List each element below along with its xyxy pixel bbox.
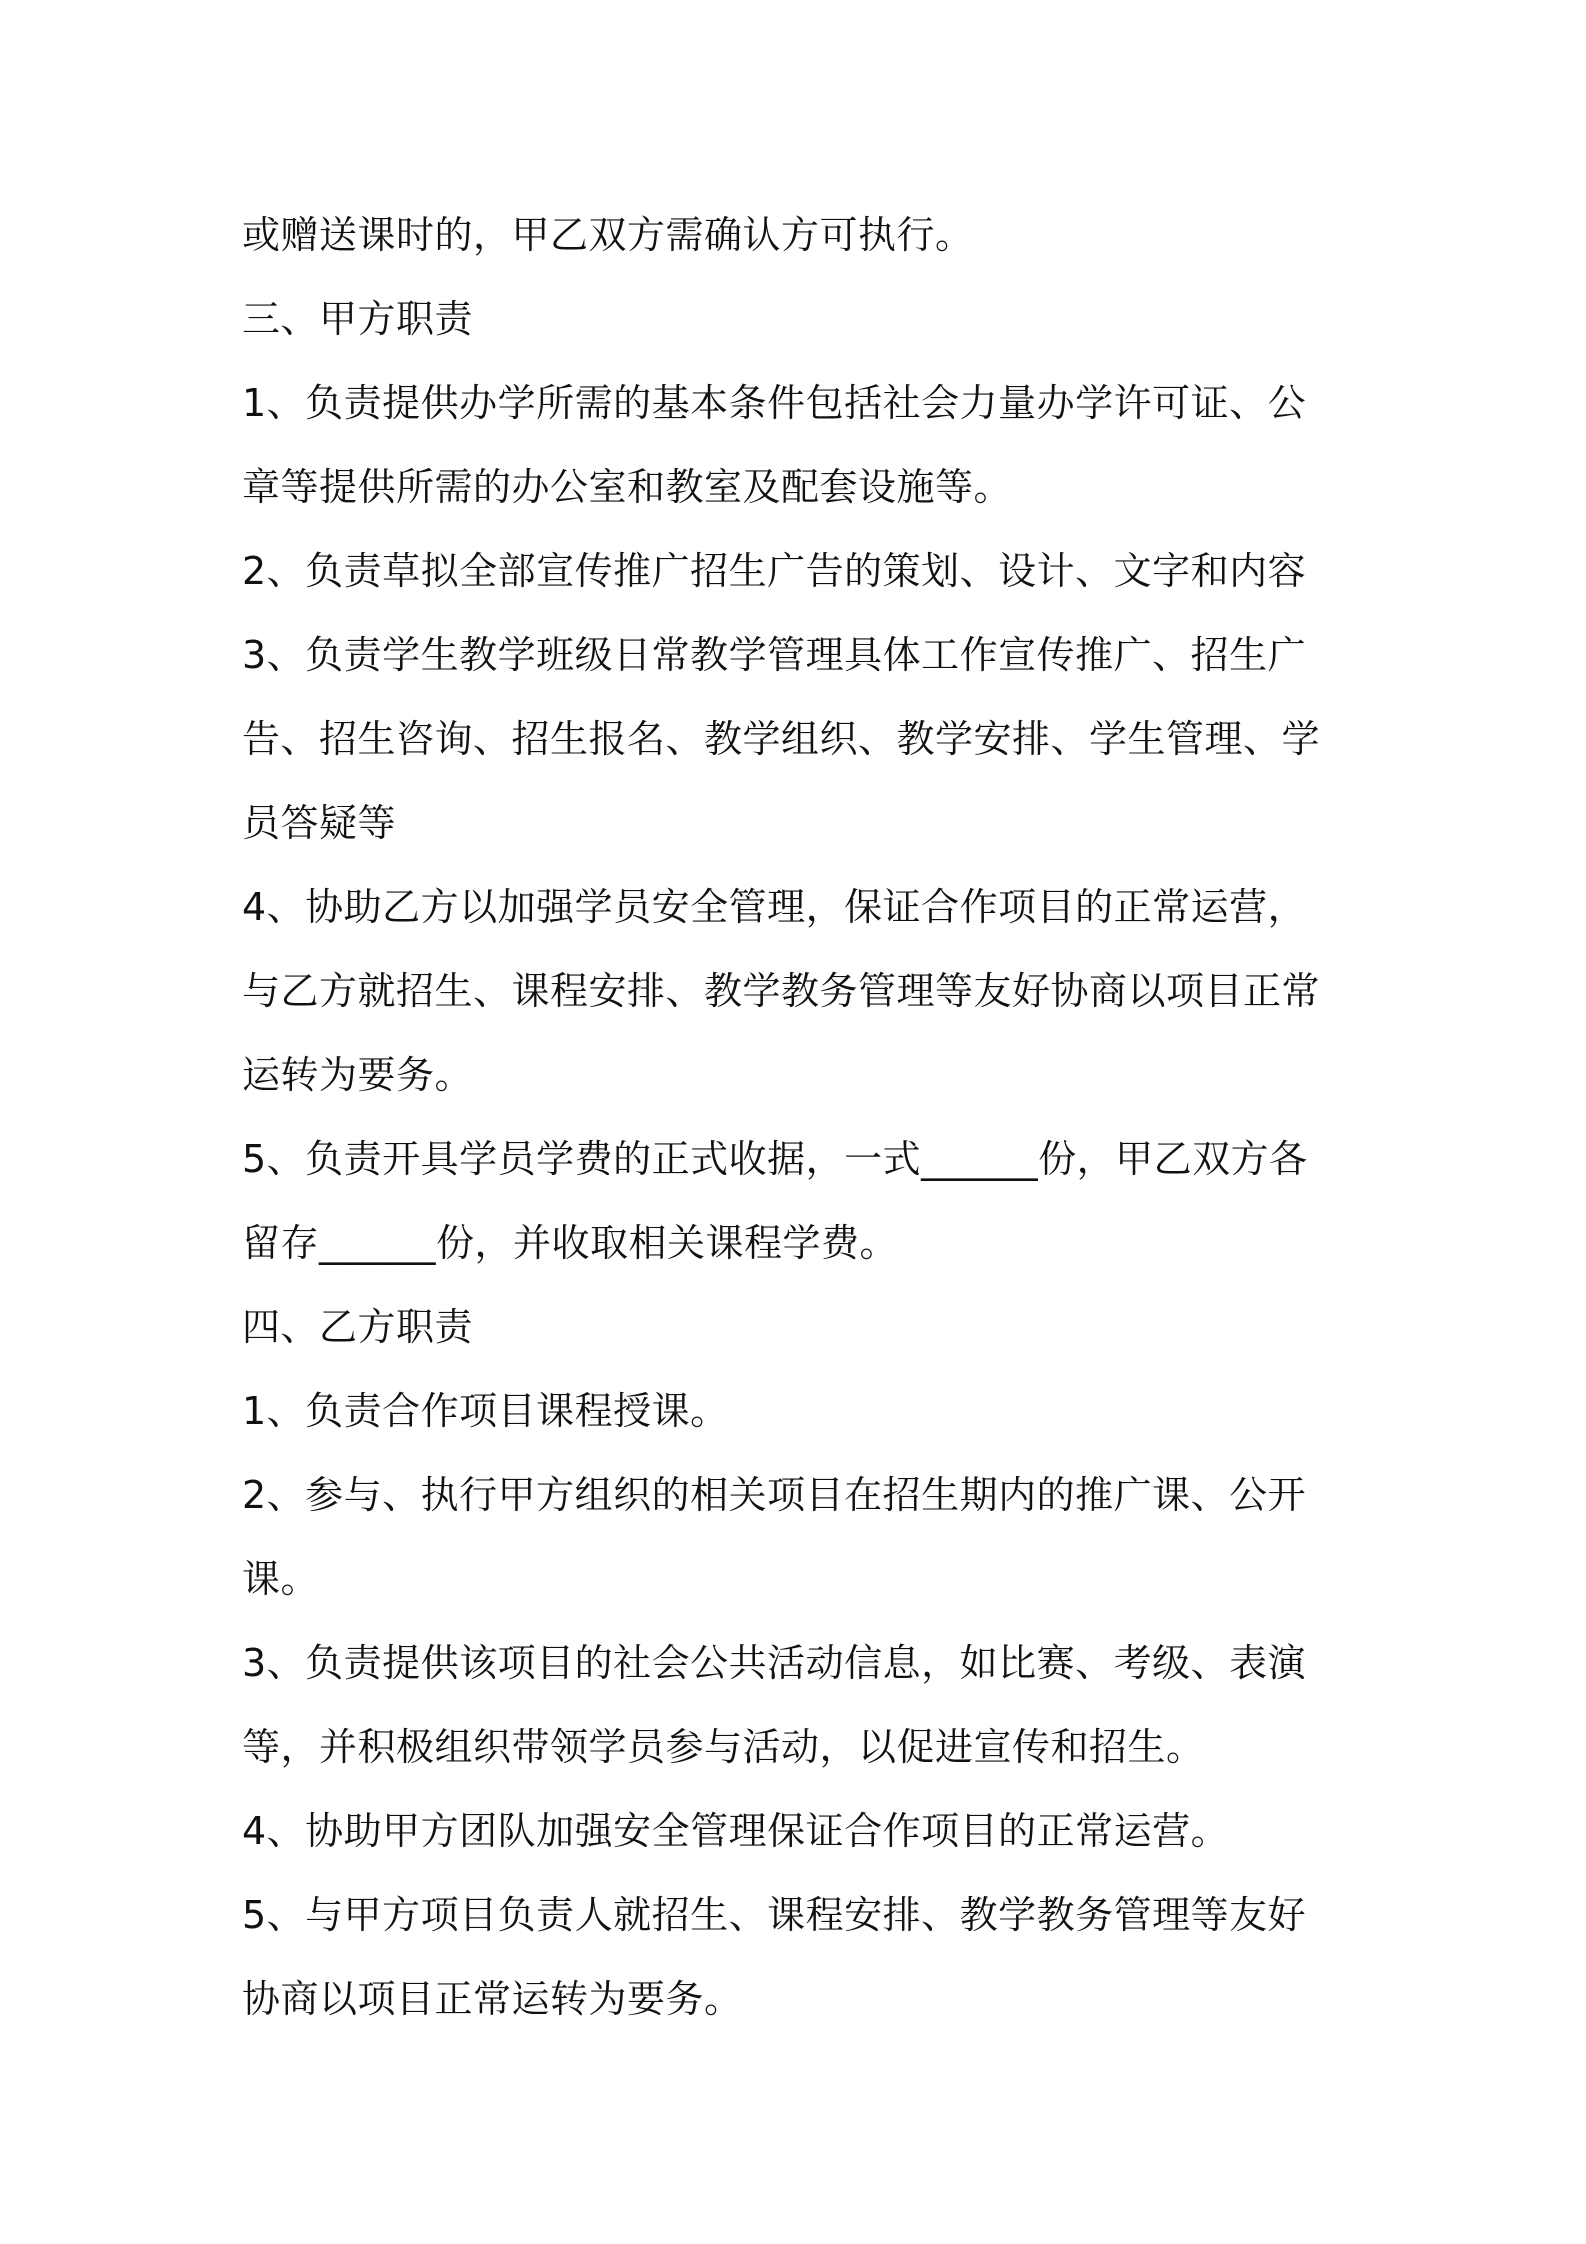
- text-line: 1、负责合作项目课程授课。: [242, 1389, 729, 1433]
- text-line: 员答疑等: [242, 801, 397, 845]
- text-line: 2、参与、执行甲方组织的相关项目在招生期内的推广课、公开: [242, 1473, 1307, 1517]
- text-line: 协商以项目正常运转为要务。: [242, 1977, 743, 2021]
- text-line: 4、协助甲方团队加强安全管理保证合作项目的正常运营。: [242, 1809, 1230, 1853]
- text-line: 留存______份，并收取相关课程学费。: [242, 1221, 899, 1265]
- text-line: 2、负责草拟全部宣传推广招生广告的策划、设计、文字和内容: [242, 549, 1307, 593]
- text-line: 等，并积极组织带领学员参与活动，以促进宣传和招生。: [242, 1725, 1205, 1769]
- text-line: 章等提供所需的办公室和教室及配套设施等。: [242, 465, 1013, 509]
- text-line: 与乙方就招生、课程安排、教学教务管理等友好协商以项目正常: [242, 969, 1321, 1013]
- text-line: 运转为要务。: [242, 1053, 474, 1097]
- text-line: 告、招生咨询、招生报名、教学组织、教学安排、学生管理、学: [242, 717, 1321, 761]
- text-line: 1、负责提供办学所需的基本条件包括社会力量办学许可证、公: [242, 381, 1307, 425]
- text-line: 4、协助乙方以加强学员安全管理，保证合作项目的正常运营，: [242, 885, 1307, 929]
- document-body: [242, 193, 1362, 2041]
- text-line: 或赠送课时的，甲乙双方需确认方可执行。: [242, 213, 974, 257]
- text-line: 3、负责提供该项目的社会公共活动信息，如比赛、考级、表演: [242, 1641, 1307, 1685]
- section-heading-party-a-duties: 三、甲方职责: [242, 297, 474, 341]
- section-heading-party-b-duties: 四、乙方职责: [242, 1305, 474, 1349]
- text-line: 5、负责开具学员学费的正式收据，一式______份，甲乙双方各: [242, 1137, 1308, 1181]
- text-line: 3、负责学生教学班级日常教学管理具体工作宣传推广、招生广: [242, 633, 1307, 677]
- text-line: 5、与甲方项目负责人就招生、课程安排、教学教务管理等友好: [242, 1893, 1307, 1937]
- text-line: 课。: [242, 1557, 320, 1601]
